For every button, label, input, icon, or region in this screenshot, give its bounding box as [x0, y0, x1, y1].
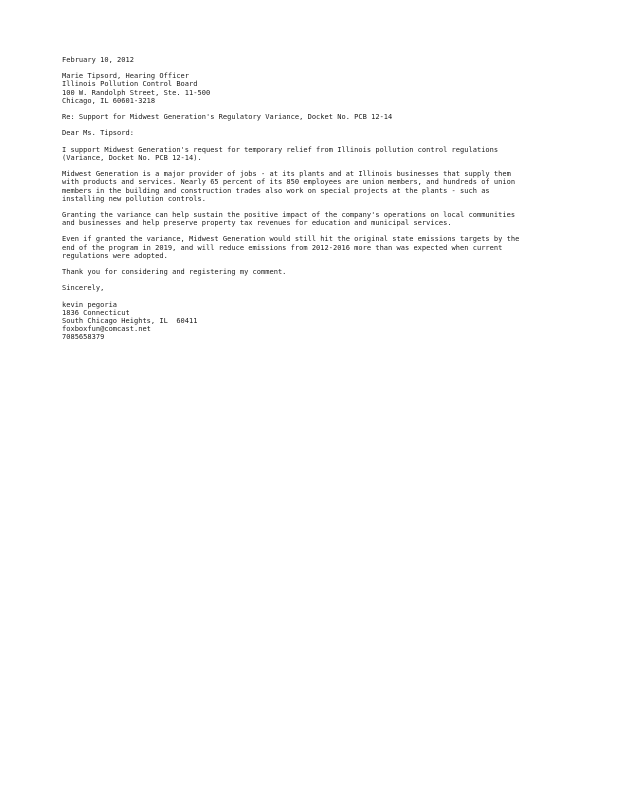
signature-email: foxboxfun@comcast.net [62, 325, 151, 334]
spacer [62, 260, 562, 268]
spacer [62, 121, 562, 129]
paragraph-communities [62, 211, 562, 227]
spacer [62, 227, 562, 235]
paragraph-emissions [62, 235, 562, 259]
paragraph-line: (Variance, Docket No. PCB 12-14). [62, 153, 202, 162]
paragraph-line: Thank you for considering and registering my comment. [62, 268, 287, 277]
signature-phone: 7085658379 [62, 333, 105, 342]
paragraph-line: and businesses and help preserve property tax revenues for education and municipal services. [62, 219, 452, 228]
letter-date: February 10, 2012 [62, 56, 134, 64]
spacer [62, 64, 562, 72]
recipient-line: Chicago, IL 60601-3218 [62, 96, 156, 105]
paragraph-line: end of the program in 2019, and will reduce emissions from 2012-2016 more than was expected when current [62, 243, 503, 252]
paragraph-line: with products and services. Nearly 65 percent of its 850 employees are union members, and hundreds of union [62, 178, 516, 187]
paragraph-line: Granting the variance can help sustain the positive impact of the company's operations on local communities [62, 211, 516, 219]
signature-street: 1836 Connecticut [62, 308, 130, 317]
paragraph-line: regulations were adopted. [62, 251, 168, 260]
letter-body [62, 56, 562, 341]
subject-line: Re: Support for Midwest Generation's Regulatory Variance, Docket No. PCB 12-14 [62, 113, 393, 122]
signature-name: kevin pegoria [62, 300, 118, 309]
spacer [62, 276, 562, 284]
recipient-address [62, 72, 562, 104]
recipient-line: Illinois Pollution Control Board [62, 80, 198, 89]
spacer [62, 138, 562, 146]
paragraph-jobs [62, 170, 562, 202]
paragraph-line: Midwest Generation is a major provider of jobs - at its plants and at Illinois businesses that supply them [62, 170, 511, 179]
paragraph-line: members in the building and construction trades also work on special projects at the plants - such as [62, 186, 490, 195]
paragraph-thanks [62, 268, 562, 276]
paragraph-support [62, 146, 562, 162]
recipient-line: Marie Tipsord, Hearing Officer [62, 72, 190, 81]
closing: Sincerely, [62, 284, 105, 293]
paragraph-line: I support Midwest Generation's request for temporary relief from Illinois pollution control regulations [62, 145, 499, 154]
signature-city: South Chicago Heights, IL 60411 [62, 317, 198, 326]
spacer [62, 293, 562, 301]
salutation: Dear Ms. Tipsord: [62, 129, 134, 138]
paragraph-line: installing new pollution controls. [62, 194, 206, 203]
spacer [62, 162, 562, 170]
recipient-line: 100 W. Randolph Street, Ste. 11-500 [62, 88, 211, 97]
paragraph-line: Even if granted the variance, Midwest Generation would still hit the original state emissions targets by the [62, 235, 520, 244]
spacer [62, 105, 562, 113]
signature-block [62, 301, 562, 341]
spacer [62, 203, 562, 211]
